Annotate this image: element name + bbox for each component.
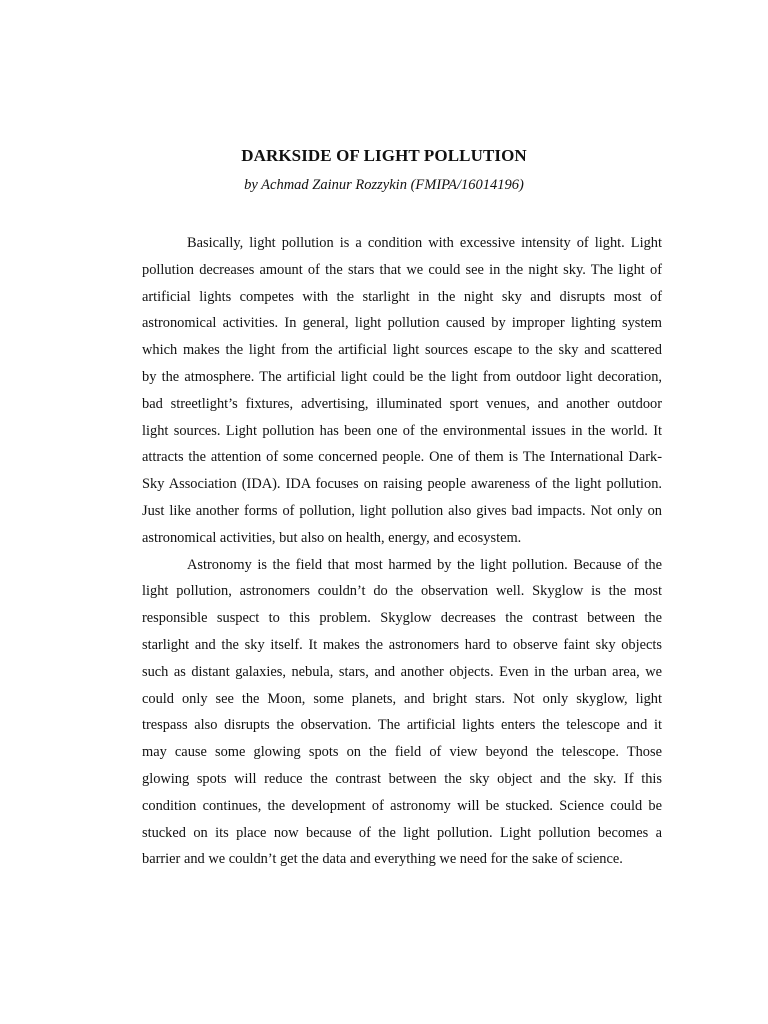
text-line: may cause some glowing spots on the field of view beyond the telescope. Those (142, 744, 662, 761)
text-line: trespass also disrupts the observation. The artificial lights enters the telescope and it (142, 717, 662, 734)
text-line: artificial lights competes with the starlight in the night sky and disrupts most of (142, 288, 662, 305)
text-line: could only see the Moon, some planets, and bright stars. Not only skyglow, light (142, 690, 662, 707)
text-line: attracts the attention of some concerned people. One of them is The International Dark- (142, 449, 662, 466)
paragraph (142, 552, 662, 874)
text-line: Just like another forms of pollution, light pollution also gives bad impacts. Not only on (142, 502, 662, 519)
text-line: condition continues, the development of astronomy will be stucked. Science could be (142, 797, 662, 814)
text-line: light sources. Light pollution has been one of the environmental issues in the world. It (142, 422, 662, 439)
text-line: Basically, light pollution is a condition with excessive intensity of light. Light (187, 235, 662, 251)
text-line: barrier and we couldn’t get the data and everything we need for the sake of science. (142, 851, 623, 868)
text-line: which makes the light from the artificial light sources escape to the sky and scattered (142, 342, 662, 359)
text-line: light pollution, astronomers couldn’t do the observation well. Skyglow is the most (142, 583, 662, 600)
document-body (142, 230, 662, 873)
text-line: glowing spots will reduce the contrast between the sky object and the sky. If this (142, 770, 662, 787)
text-line: bad streetlight’s fixtures, advertising, illuminated sport venues, and another outdoor (142, 395, 662, 412)
text-line: astronomical activities, but also on health, energy, and ecosystem. (142, 529, 522, 546)
text-line: such as distant galaxies, nebula, stars, and another objects. Even in the urban area, we (142, 663, 662, 680)
text-line: responsible suspect to this problem. Skyglow decreases the contrast between the (142, 610, 662, 627)
text-line: pollution decreases amount of the stars that we could see in the night sky. The light of (142, 261, 662, 278)
text-line: astronomical activities. In general, light pollution caused by improper lighting system (142, 315, 662, 332)
text-line: Astronomy is the field that most harmed by the light pollution. Because of the (187, 556, 662, 573)
text-line: stucked on its place now because of the light pollution. Light pollution becomes a (142, 824, 662, 841)
paragraph (142, 230, 662, 552)
text-line: by the atmosphere. The artificial light could be the light from outdoor light decoration, (142, 368, 662, 385)
document-title: DARKSIDE OF LIGHT POLLUTION (241, 146, 527, 165)
document-byline: by Achmad Zainur Rozzykin (FMIPA/16014196) (244, 177, 524, 193)
text-line: starlight and the sky itself. It makes the astronomers hard to observe faint sky objects (142, 636, 662, 653)
text-line: Sky Association (IDA). IDA focuses on raising people awareness of the light pollution. (142, 476, 662, 493)
